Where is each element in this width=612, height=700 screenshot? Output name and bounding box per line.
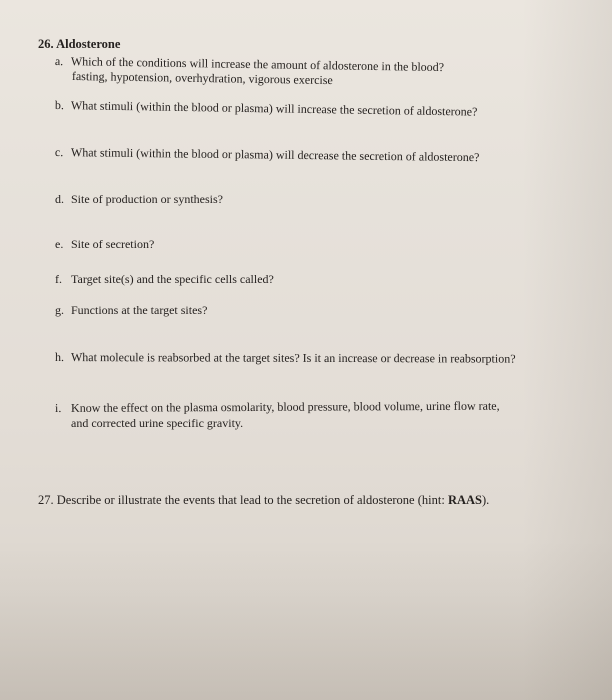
item-i-continuation: and corrected urine specific gravity. xyxy=(71,416,244,430)
item-f xyxy=(55,272,274,286)
item-i xyxy=(55,399,500,415)
item-d-letter: d. xyxy=(55,192,64,206)
item-d xyxy=(55,192,223,206)
item-h-text: What molecule is reabsorbed at the target sites? Is it an increase or decrease in reabsorption? xyxy=(70,350,516,366)
item-a-letter: a. xyxy=(54,54,64,69)
item-h-letter: h. xyxy=(54,350,64,365)
item-b-letter: b. xyxy=(54,98,64,113)
item-e-letter: e. xyxy=(55,237,64,251)
item-h xyxy=(55,350,516,366)
question-27-hint: RAAS xyxy=(447,493,482,507)
item-e xyxy=(55,237,154,251)
item-f-letter: f. xyxy=(55,272,62,286)
item-c xyxy=(55,145,480,164)
item-e-text: Site of secretion? xyxy=(71,237,155,251)
item-f-text: Target site(s) and the specific cells called? xyxy=(71,272,274,286)
item-g-text: Functions at the target sites? xyxy=(71,303,208,317)
question-27-number: 27. xyxy=(38,493,54,507)
item-i-letter: i. xyxy=(55,400,62,415)
item-b-text: What stimuli (within the blood or plasma) will increase the secretion of aldosterone? xyxy=(70,98,478,119)
item-a-text: Which of the conditions will increase the amount of aldosterone in the blood? xyxy=(70,54,445,75)
question-27-text: Describe or illustrate the events that lead to the secretion of aldosterone (hint: xyxy=(56,493,448,507)
item-c-text: What stimuli (within the blood or plasma) will decrease the secretion of aldosterone? xyxy=(70,145,480,165)
page-shadow-bottom xyxy=(0,540,612,700)
item-g xyxy=(55,303,207,317)
question-27 xyxy=(38,493,489,508)
question-26-title: Aldosterone xyxy=(56,37,121,51)
item-i-text: Know the effect on the plasma osmolarity, blood pressure, blood volume, urine flow rate, xyxy=(70,398,500,415)
question-26-number: 26. xyxy=(38,37,54,51)
question-27-text-end: ). xyxy=(481,493,490,507)
item-b xyxy=(55,98,478,119)
item-d-text: Site of production or synthesis? xyxy=(71,192,223,206)
question-26-heading xyxy=(38,37,120,52)
item-c-letter: c. xyxy=(54,145,64,160)
item-g-letter: g. xyxy=(55,303,64,317)
item-a-continuation: fasting, hypotension, overhydration, vigorous exercise xyxy=(71,69,333,88)
